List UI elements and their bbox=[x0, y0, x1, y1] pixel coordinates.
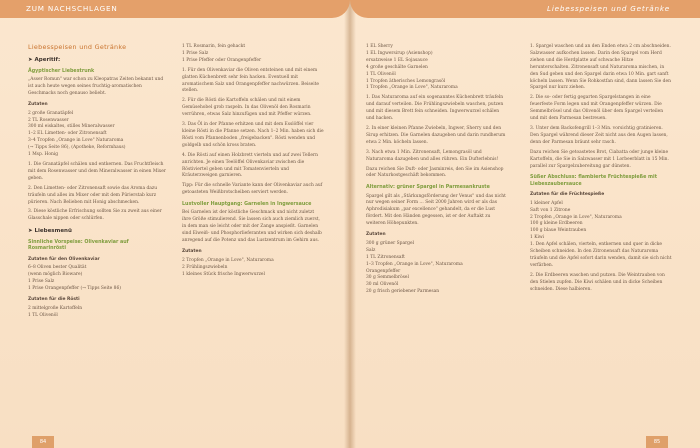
ingredient-line: (→ Tipps Seite 86), (Apotheke, Reformhaus) bbox=[28, 145, 126, 151]
ingredient-line: 100 g kleine Erdbeeren bbox=[530, 221, 583, 227]
ingredient-line: 30 ml Olivenöl bbox=[366, 282, 399, 288]
ingredient-line: 30 g Semmelbrösel bbox=[366, 275, 409, 281]
tip-paragraph: Tipp: Für die schnelle Variante kann der Olivenkaviar auch auf getoasteten Weißbrotscheiben serviert werden. bbox=[182, 183, 323, 196]
alternative-heading: Alternativ: grüner Spargel in Parmesankruste bbox=[366, 185, 490, 191]
aperitif-title: ➤ Aperitif: bbox=[28, 56, 61, 63]
serving-note: Dazu reichen Sie Duft- oder Jasminreis, den Sie im Asienshop oder Naturkostgeschäft bekommen. bbox=[366, 166, 504, 179]
step-paragraph: 1. Die Granatäpfel schälen und entkernen. Das Fruchtfleisch mit dem Rosenwasser und dem Mineralwasser in einen Mixer geben. bbox=[28, 161, 166, 181]
book-gutter bbox=[344, 0, 356, 448]
ingredient-line: 1 Prise Salz bbox=[28, 279, 55, 285]
zutaten-label: Zutaten bbox=[28, 101, 48, 107]
step-paragraph: 2. Den Limetten- oder Zitronensaft sowie das Aroma dazu träufeln und alles im Mixer oder mit dem Pürierstab kurz pürieren. Nach Belieben mit Honig abschmecken. bbox=[28, 185, 158, 205]
ingredient-line: 1 Prise Pfeffer oder Orangenpfeffer bbox=[182, 57, 262, 63]
right-header-band bbox=[350, 0, 700, 18]
step-paragraph: 2. Für die Rösti die Kartoffeln schälen und mit einem Gemüsehobel grob raspeln. In das Olivenöl den Rosmarin verrühren, etwas Salz hinzufügen und mit Pfeffer würzen. bbox=[182, 98, 312, 118]
zutaten-label: Zutaten bbox=[182, 248, 202, 254]
ingredient-line: 6–8 Oliven bester Qualität bbox=[28, 265, 87, 271]
dessert-heading: Süßer Abschluss: flambierte Früchtespieße mit Liebeszaubersauce bbox=[530, 175, 657, 187]
ingredient-line: 300 g grüner Spargel bbox=[366, 240, 414, 246]
ingredient-line: Salz bbox=[366, 247, 376, 253]
zutaten-label: Zutaten bbox=[366, 232, 386, 238]
column-3 bbox=[366, 44, 506, 296]
step-paragraph: 1. Für den Olivenkaviar die Oliven entsteinen und mit einem glatten Küchenbrett sehr fein hacken. Eventuell mit aromatischem Salz und Orangenpfeffer nachwürzen. Beiseite stellen. bbox=[182, 67, 320, 94]
left-header-title: ZUM NACHSCHLAGEN bbox=[26, 4, 118, 13]
ingredient-line: 2 Frühlingszwiebeln bbox=[182, 264, 228, 270]
ingredient-line: 1 TL Rosmarin, fein gehackt bbox=[182, 44, 246, 49]
step-paragraph: 3. Unter dem Backofengrill 1–3 Min. vorsichtig gratinieren. Den Spargel während dieser Zeit nicht aus den Augen lassen, denn der Parmesan bräunt sehr rasch. bbox=[530, 125, 668, 145]
step-paragraph: 4. Die Rösti auf einen Holzbrett vierteln und auf zwei Tellern anrichten. Je einen Teelöffel Olivenkaviar zwischen die Röstiviertel geben und mit Tomatenvierteln und Kräuterzweigen garnieren. bbox=[182, 152, 318, 179]
ingredient-line: 300 ml eiskaltes, stilles Mineralwasser bbox=[28, 124, 115, 130]
ingredient-line: ersatzweise 1 EL Sojasauce bbox=[366, 57, 428, 63]
ingredient-line: 1 EL Ingwersirup (Asienshop) bbox=[366, 50, 433, 56]
ingredient-line: 1–3 Tropfen „Orange in Love", Naturaroma bbox=[366, 261, 463, 267]
ingredient-line: 1 Msp. Honig bbox=[28, 152, 59, 158]
ingredient-line: 1 Prise Orangenpfeffer (→ Tipps Seite 86) bbox=[28, 286, 121, 292]
ingredient-line: 2 Tropfen „Orange in Love", Naturaroma bbox=[530, 214, 622, 220]
ingredient-line: 1 Tropfen ätherisches Lemongrasöl bbox=[366, 78, 446, 84]
left-page-number: 84 bbox=[32, 436, 54, 448]
ingredient-line: 1 TL Zitronensaft bbox=[366, 254, 405, 260]
aperitif-heading: Ägyptischer Liebestrunk bbox=[28, 68, 95, 74]
ingredient-line: 4 große geschälte Garnelen bbox=[366, 64, 428, 70]
main-course-heading: Lustvoller Hauptgang: Garnelen in Ingwersauce bbox=[182, 202, 312, 208]
ingredient-line: 1 Kiwi bbox=[530, 235, 545, 241]
olive-ingredients-label: Zutaten für den Olivenkaviar bbox=[28, 256, 100, 262]
step-paragraph: 2. Die so- oder fertig gegarten Spargelstangen in eine feuerfeste Form legen und mit Orangenpfeffer würzen. Die Semmelbrösel und das Olivenöl über dem Spargel verteilen und mit dem Parmesan bestreuen. bbox=[530, 95, 664, 122]
alternative-intro: Spargel gilt als „Stärkungsförderung der Venus" und das nicht nur wegen seiner Form … Seit 2000 Jahren wird er als das Aphrodisiakum „par excellence" gehandelt, da er die Lust fördert. Mit den Händen gegessen, ist er der Auftakt zu weiteren Höhepunkten. bbox=[366, 193, 506, 227]
ingredient-line: 20 g frisch geriebener Parmesan bbox=[366, 289, 440, 295]
step-paragraph: 3. Das Öl in der Pfanne erhitzen und mit dem Esslöffel vier kleine Rösti in die Pfanne setzen. Nach 1–2 Min. haben sich die Rösti vom Pfannenboden „freigebacken". Rösti wenden und goldgelb und schön kross braten. bbox=[182, 122, 324, 148]
ingredient-line: 2 Tropfen „Orange in Love", Naturaroma bbox=[182, 257, 274, 263]
step-paragraph: 1. Spargel waschen und an den Enden etwa 2 cm abschneiden. Salzwasser aufkochen lassen. Darin den Spargel vom Herd ziehen und die Herdplatte auf schwache Hitze herunterschalten. Zitronensaft und Naturaroma mischen, in den Sud geben und den Spargel darin etwa 10 Min. gart sanft köcheln lassen. Wenn Sie Rohkostfan sind, dann lassen Sie den Spargel nur kurz ziehen. bbox=[530, 44, 671, 91]
ingredient-line: 1 EL Sherry bbox=[366, 44, 393, 49]
left-header-band bbox=[0, 0, 350, 18]
ingredient-line: Orangenpfeffer bbox=[366, 268, 401, 274]
fruit-ingredients-label: Zutaten für die Früchtespieße bbox=[530, 191, 605, 197]
ingredient-line: 2 große Granatäpfel bbox=[28, 110, 74, 116]
ingredient-line: 2 mittelgroße Kartoffeln bbox=[28, 305, 83, 311]
ingredient-line: 1 Tropfen „Orange in Love", Naturaroma bbox=[366, 85, 458, 91]
ingredient-line: 3–4 Tropfen „Orange in Love" Naturaroma bbox=[28, 138, 124, 144]
ingredient-line: 1 kleiner Apfel bbox=[530, 200, 563, 206]
ingredient-line: 100 g blaue Weintrauben bbox=[530, 228, 587, 234]
main-course-intro: Bei Garnelen ist der köstliche Geschmack und nicht zuletzt ihre Größe stimulierend. Sie lassen sich auch ziemlich zuerst, in dem man sie leicht oder mit der Zange anspießt. Garnelen sind Eiweiß- und Phosphorlieferanten und wirken sich deshalb anregend auf die Potenz und das Lustzentrum im Gehirn aus. bbox=[182, 210, 322, 243]
step-paragraph: 2. In einer kleinen Pfanne Zwiebeln, Ingwer, Sherry und den Sirup erhitzen. Die Garnelen dazugeben und darin rundherum etwa 2 Min. köcheln lassen. bbox=[366, 125, 506, 145]
ingredient-line: 1–2 EL Limetten- oder Zitronensaft bbox=[28, 131, 107, 137]
step-paragraph: 3. Diese köstliche Erfrischung sollten Sie zu zweit aus einer Glasschale nippen oder schlürfen. bbox=[28, 209, 162, 222]
section-title: Liebesspeisen und Getränke bbox=[28, 43, 127, 51]
roesti-ingredients-label: Zutaten für die Rösti bbox=[28, 297, 80, 303]
ingredient-line: 1 TL Olivenöl bbox=[28, 312, 58, 318]
column-1 bbox=[28, 42, 168, 320]
column-4 bbox=[530, 44, 672, 297]
column-2 bbox=[182, 44, 324, 278]
aperitif-intro: „Asser Romun" war schon zu Kleopatras Zeiten bekannt und ist auch heute wegen seines fruchtig-aromatischen Geschmacks noch genauso beliebt. bbox=[28, 77, 164, 96]
ingredient-line: 1 Prise Salz bbox=[182, 50, 209, 56]
serving-note: Dazu reichen Sie getoastetes Brot, Ciabatta oder junge kleine Kartoffeln, die Sie in Salzwasser mit 1 Lorbeerblatt in 15 Min. parallel zur Spargelzubereitung gar dünsten. bbox=[530, 149, 669, 169]
right-page-number: 85 bbox=[646, 436, 668, 448]
menu-title: ➤ Liebesmenü bbox=[28, 228, 72, 235]
starter-heading: Sinnliche Vorspeise: Olivenkaviar auf Rosmarinrösti bbox=[28, 240, 129, 252]
ingredient-line: (wenn möglich Bioware) bbox=[28, 272, 83, 278]
right-header-title: Liebesspeisen und Getränke bbox=[547, 4, 670, 13]
ingredient-line: 2 TL Rosenwasser bbox=[28, 117, 69, 123]
step-paragraph: 1. Den Apfel schälen, vierteln, entkernen und quer in dicke Scheiben schneiden. In den Zitronensaft das Naturaroma träufeln und die Apfel sofort darin wenden, damit sie sich nicht verfärben. bbox=[530, 242, 672, 268]
ingredient-line: 1 kleines Stück frische Ingwerwurzel bbox=[182, 271, 265, 277]
ingredient-line: 1 TL Olivenöl bbox=[366, 71, 396, 77]
step-paragraph: 1. Das Naturaroma auf ein sogenanntes Küchenbrett träufeln und darauf verteilen. Die Frühlingszwiebeln waschen, putzen und mit diesem Brett fein schneiden. Ingwerwurzel schälen und hacken. bbox=[366, 95, 504, 122]
step-paragraph: 3. Nach etwa 1 Min. Zitronensaft, Lemongrasöl und Naturaroma dazugeben und alles rühren. Ein Dufterlebnis! bbox=[366, 149, 499, 162]
ingredient-line: Saft von 1 Zitrone bbox=[530, 207, 571, 213]
step-paragraph: 2. Die Erdbeeren waschen und putzen. Die Weintrauben von den Stielen zupfen. Die Kiwi schälen und in dicke Scheiben schneiden. Diese halbieren. bbox=[530, 272, 665, 292]
